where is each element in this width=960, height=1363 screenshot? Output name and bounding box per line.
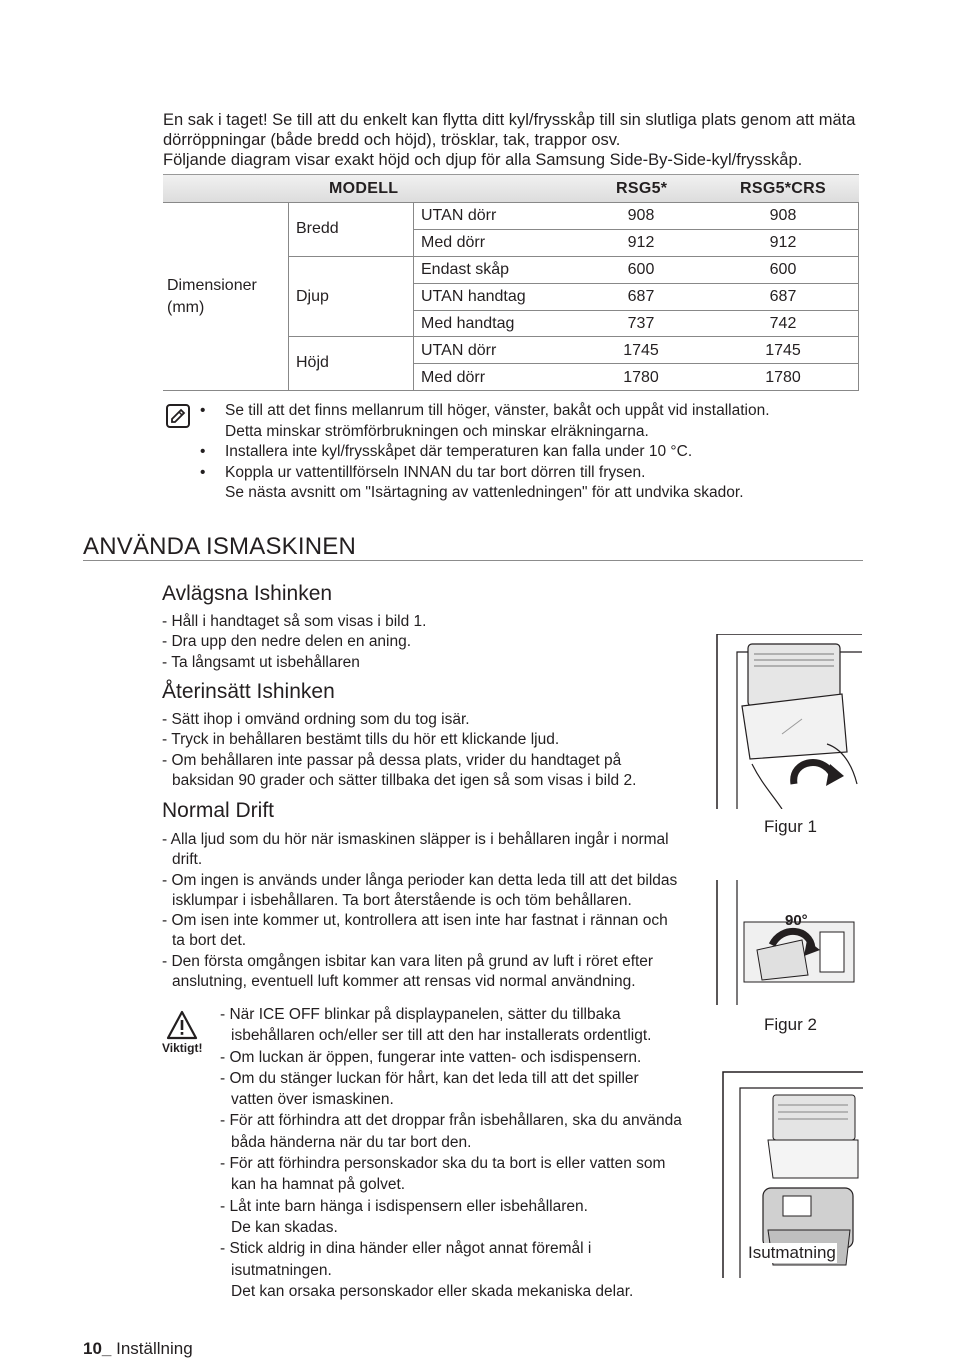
footer-section: Inställning <box>111 1339 193 1358</box>
step: - Om isen inte kommer ut, kontrollera att isen inte har fastnat i rännan och <box>162 912 668 930</box>
list-item <box>200 463 770 504</box>
intro-line-1: En sak i taget! Se till att du enkelt kan flytta ditt kyl/frysskåp till sin slutliga plats genom att mäta <box>163 111 856 129</box>
list-item: - Stick aldrig in dina händer eller något annat föremål i <box>220 1240 592 1258</box>
step: - Tryck in behållaren bestämt tills du hör ett klickande ljud. <box>162 731 560 749</box>
step: - Sätt ihop i omvänd ordning som du tog isär. <box>162 711 470 728</box>
group-unit: (mm) <box>167 299 205 316</box>
list-item: - Om du stänger luckan för hårt, kan det leda till att det spiller <box>220 1069 639 1087</box>
list-item: - Låt inte barn hänga i isdispensern eller isbehållaren. <box>220 1197 588 1215</box>
reinsert-steps <box>162 710 636 791</box>
list-item: kan ha hamnat på golvet. <box>231 1176 406 1194</box>
heading-normal-operation: Normal Drift <box>162 799 275 822</box>
warning-triangle-icon <box>166 1010 198 1040</box>
dimensions-table <box>163 174 859 390</box>
list-item: De kan skadas. <box>231 1218 338 1236</box>
figure-1-illustration <box>712 634 862 809</box>
table-cell: 687 <box>627 288 655 305</box>
table-row-label: Endast skåp <box>421 261 510 278</box>
section-divider <box>83 560 863 561</box>
list-item <box>200 401 770 442</box>
bullet: • <box>200 402 206 419</box>
page-footer <box>83 1339 193 1359</box>
list-item: - För att förhindra personskador ska du ta bort is eller vatten som <box>220 1155 666 1173</box>
step: - Håll i handtaget så som visas i bild 1. <box>162 613 427 630</box>
ice-outlet-caption: Isutmatning <box>748 1243 836 1262</box>
table-cell: 687 <box>769 288 797 305</box>
table-cell: 742 <box>769 315 797 332</box>
step: drift. <box>172 851 203 869</box>
table-cell: 600 <box>627 261 655 278</box>
group-label: Dimensioner <box>167 277 257 294</box>
list-item: Det kan orsaka personskador eller skada mekaniska delar. <box>231 1282 634 1300</box>
step: - Ta långsamt ut isbehållaren <box>162 653 360 671</box>
list-item: isbehållaren och/eller ser till att den har installerats ordentligt. <box>231 1027 652 1045</box>
angle-label: 90° <box>785 912 808 929</box>
note-text: Se nästa avsnitt om "Isärtagning av vattenledningen" för att undvika skador. <box>225 484 744 501</box>
header-model: MODELL <box>329 180 399 197</box>
figure-2-caption: Figur 2 <box>764 1015 817 1034</box>
intro-line-2: dörröppningar (både bredd och höjd), trösklar, tak, trappor osv. <box>163 131 621 149</box>
step: - Om behållaren inte passar på dessa plats, vrider du handtaget på <box>162 751 622 769</box>
note-text: Koppla ur vattentillförseln INNAN du tar bort dörren till frysen. <box>225 463 646 481</box>
step: isklumpar i isbehållaren. Ta bort återstående is och töm behållaren. <box>172 891 632 909</box>
table-row-label: UTAN handtag <box>421 288 526 305</box>
intro-line-3: Följande diagram visar exakt höjd och djup för alla Samsung Side-By-Side-kyl/frysskåp. <box>163 151 803 169</box>
category-depth: Djup <box>296 288 329 305</box>
table-cell: 1745 <box>765 342 801 359</box>
figure-2-illustration <box>712 880 862 1005</box>
list-item: vatten över ismaskinen. <box>231 1091 394 1109</box>
table-row-label: Med handtag <box>421 315 515 332</box>
table-cell: 1780 <box>623 369 659 386</box>
normal-steps <box>162 830 677 992</box>
list-item: - När ICE OFF blinkar på displaypanelen, sätter du tillbaka <box>220 1006 621 1023</box>
table-row-label: UTAN dörr <box>421 207 497 224</box>
table-cell: 1780 <box>765 369 801 386</box>
step: - Om ingen is används under långa perioder kan detta leda till att det bildas <box>162 871 678 889</box>
table-cell: 737 <box>627 315 655 332</box>
step: anslutning, eventuell luft kommer att rensas vid normal användning. <box>172 973 636 991</box>
figure-1-caption: Figur 1 <box>764 817 817 836</box>
step: - Alla ljud som du hör när ismaskinen släpper is i behållaren ingår i normal <box>162 831 669 848</box>
header-rsg5: RSG5* <box>616 180 668 197</box>
table-row-label: Med dörr <box>421 234 486 251</box>
heading-remove-bin: Avlägsna Ishinken <box>162 582 333 605</box>
step: ta bort det. <box>172 932 247 950</box>
warning-label: Viktigt! <box>162 1041 203 1055</box>
step: - Den första omgången isbitar kan vara liten på grund av luft i röret efter <box>162 952 654 970</box>
table-cell: 1745 <box>623 342 659 359</box>
page-number: 10_ <box>83 1339 112 1358</box>
note-text: Installera inte kyl/frysskåpet där temperaturen kan falla under 10 °C. <box>225 443 693 460</box>
step: - Dra upp den nedre delen en aning. <box>162 633 412 651</box>
table-cell: 908 <box>627 207 655 224</box>
remove-steps <box>162 612 426 673</box>
header-rsg5crs: RSG5*CRS <box>740 180 826 197</box>
note-text: Detta minskar strömförbrukningen och minskar elräkningarna. <box>225 422 649 440</box>
table-cell: 912 <box>627 234 655 251</box>
category-height: Höjd <box>296 354 329 371</box>
intro-paragraph <box>163 110 883 170</box>
category-width: Bredd <box>296 220 339 237</box>
list-item: - För att förhindra att det droppar från isbehållaren, ska du använda <box>220 1112 682 1130</box>
table-cell: 912 <box>769 234 797 251</box>
bullet: • <box>200 463 206 481</box>
table-row-label: UTAN dörr <box>421 342 497 359</box>
note-pencil-icon <box>166 404 190 428</box>
table-cell: 908 <box>769 207 797 224</box>
table-header <box>163 174 859 203</box>
note-text: Se till att det finns mellanrum till höger, vänster, bakåt och uppåt vid installation. <box>225 402 770 419</box>
step: baksidan 90 grader och sätter tillbaka det igen så som visas i bild 2. <box>172 771 637 789</box>
list-item: - Om luckan är öppen, fungerar inte vatten- och isdispensern. <box>220 1048 642 1066</box>
list-item <box>200 442 770 463</box>
list-item: isutmatningen. <box>231 1261 332 1279</box>
heading-reinsert-bin: Återinsätt Ishinken <box>162 680 335 703</box>
table-row-label: Med dörr <box>421 369 486 386</box>
section-title: ANVÄNDA ISMASKINEN <box>83 533 357 560</box>
list-item: båda händerna när du tar bort den. <box>231 1133 472 1151</box>
warning-list <box>220 1004 682 1302</box>
notes-list <box>200 401 770 504</box>
bullet: • <box>200 443 206 460</box>
table-cell: 600 <box>769 261 797 278</box>
